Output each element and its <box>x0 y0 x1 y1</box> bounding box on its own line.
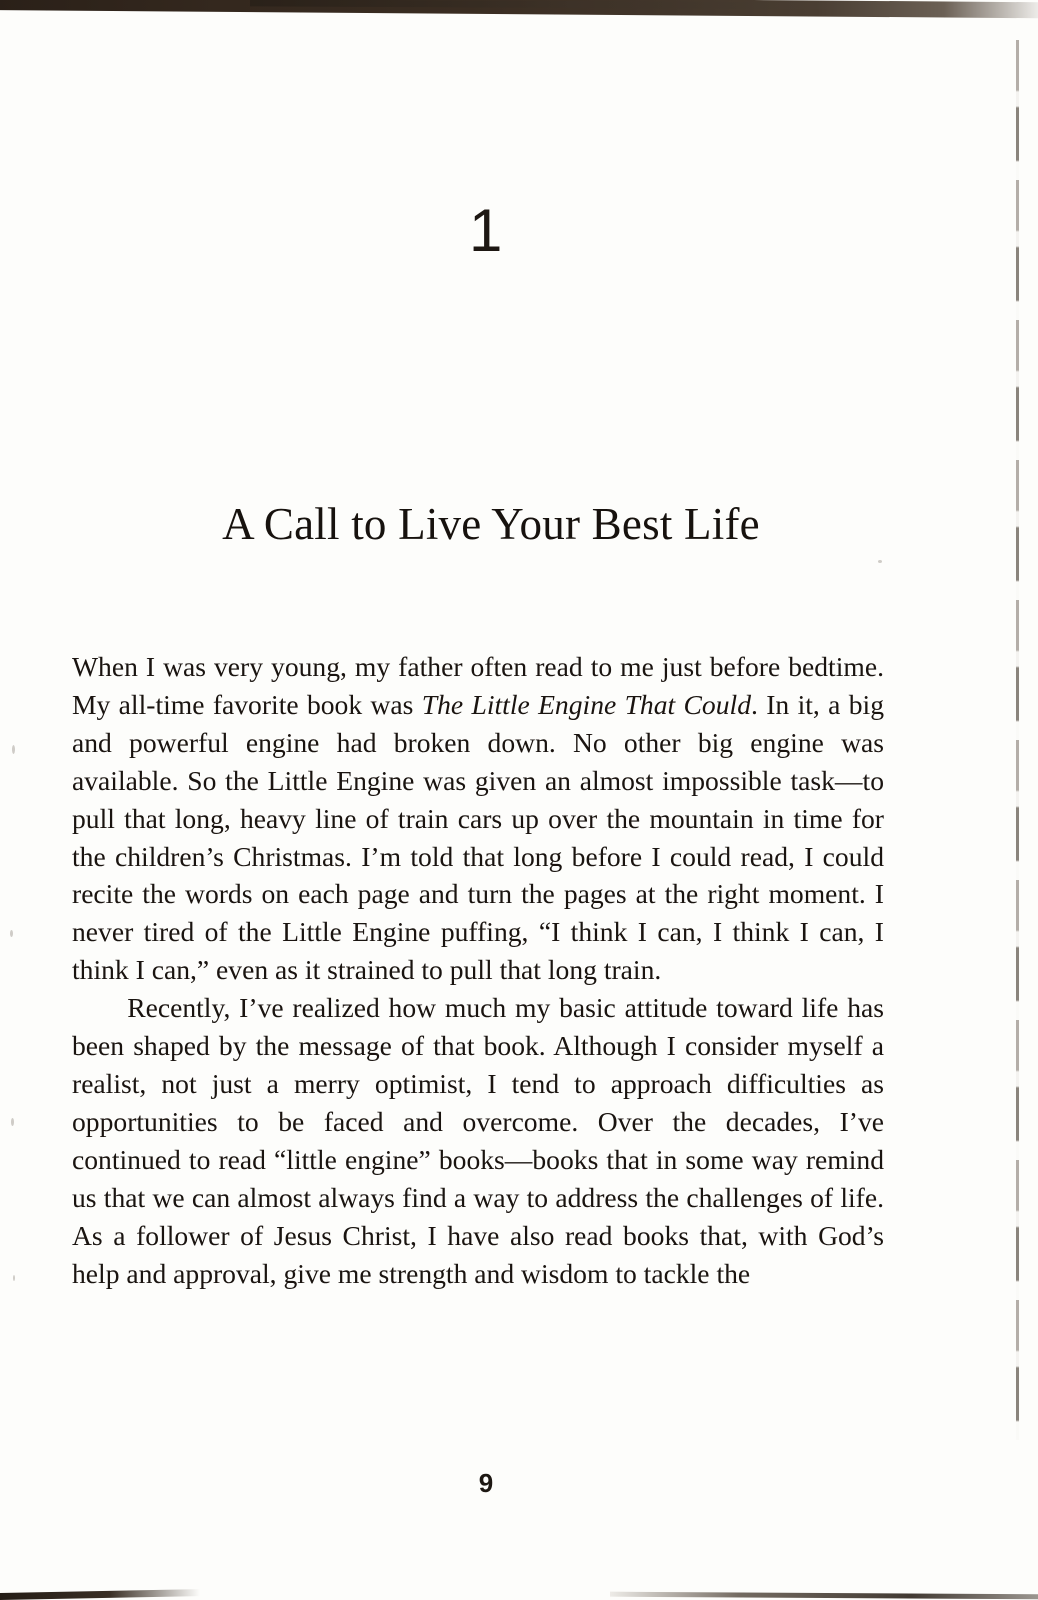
scan-speck <box>10 930 13 937</box>
paragraph-2: Recently, I’ve realized how much my basic attitude toward life has been shaped by the message of that book. Although I consider myself a realist, not just a merry optimist, I tend to approach difficulties as opportunities to be faced and overcome. Over the decades, I’ve continued to read “little engine” books—books that in some way remind us that we can almost always find a way to address the challenges of life. As a follower of Jesus Christ, I have also read books that, with God’s help and approval, give me strength and wisdom to tackle the <box>72 992 884 1289</box>
scan-shadow-bottom-edge <box>0 1580 1038 1600</box>
page-number: 9 <box>478 1468 494 1498</box>
paragraph-1 <box>72 648 884 989</box>
book-title-italic: The Little Engine That Could <box>421 688 751 720</box>
scan-speck <box>878 560 882 563</box>
paragraph-1-text-a: When I was very young, my father often read to me just before bedtime. My all-time favorite book was <box>72 651 884 720</box>
scan-speck <box>12 745 15 754</box>
chapter-title: A Call to Live Your Best Life <box>222 499 760 550</box>
paragraph-1-text-b: . In it, a big and powerful engine had broken down. No other big engine was available. So the Little Engine was given an almost impossible task—to pull that long, heavy line of train cars up over the mountain in time for the children’s Christmas. I’m told that long before I could read, I could recite the words on each page and turn the pages at the right moment. I never tired of the Little Engine puffing, “I think I can, I think I can, I think I can,” even as it strained to pull that long train. <box>72 688 884 986</box>
scan-speck <box>11 1118 14 1126</box>
scan-shadow-top-edge <box>0 0 1038 22</box>
scan-speck <box>13 1275 15 1281</box>
body-text-block <box>72 648 884 1292</box>
chapter-number: 1 <box>469 197 503 264</box>
